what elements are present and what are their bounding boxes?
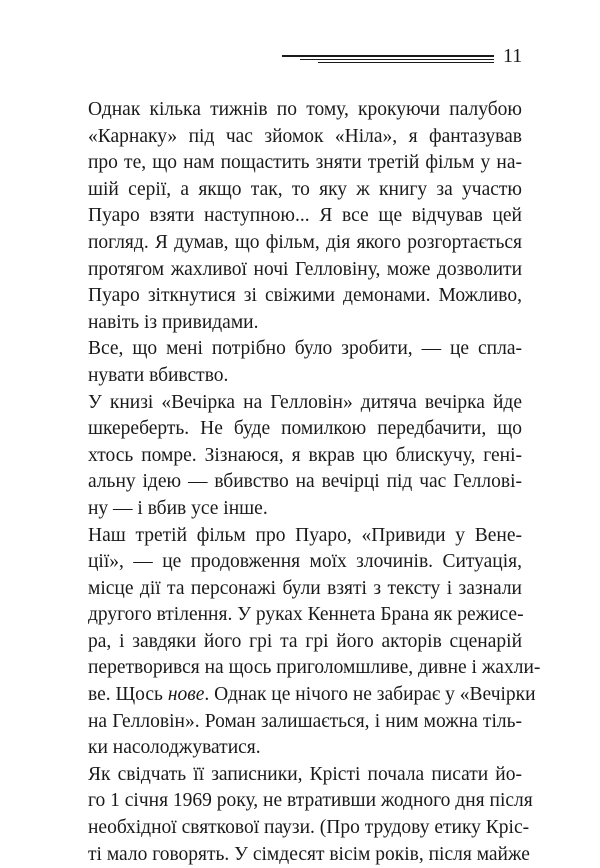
text-line: про те, що нам пощастить зняти третій фільм у на- — [88, 152, 522, 174]
paragraph-5 — [88, 762, 533, 868]
text-line: перетворився на щось приголомшливе, дивне і жахли- — [88, 657, 541, 679]
text-line: на Гелловін». Роман залишається, і ним можна тіль- — [88, 710, 522, 732]
text-line: погляд. Я думав, що фільм, дія якого розгортається — [88, 231, 522, 253]
text-line: шкереберть. Не буде помилкою передбачити, що — [88, 418, 522, 440]
text-line-with-italic — [88, 682, 536, 709]
text-line: Наш третій фільм про Пуаро, «Привиди у Вене- — [88, 524, 522, 546]
page-header — [0, 0, 600, 80]
text-line: ції», — це продовження моїх злочинів. Ситуація, — [88, 551, 522, 573]
text-line: Однак кілька тижнів по тому, крокуючи палубою — [88, 99, 522, 120]
text-line: нувати вбивство. — [88, 364, 229, 386]
page-number: 11 — [503, 45, 523, 67]
paragraph-1 — [88, 97, 522, 336]
text-line: Пуаро зіткнутися зі свіжими демонами. Можливо, — [88, 285, 522, 307]
text-line: Як свідчать її записники, Крісті почала писати йо- — [88, 763, 522, 785]
text-line: У книзі «Вечірка на Гелловін» дитяча вечірка йде — [88, 391, 522, 413]
header-rule-middle — [300, 59, 494, 60]
text-line: необхідної святкової паузи. (Про трудову етику Кріс- — [88, 817, 530, 839]
text-line: альну ідею — вбивство на вечірці під час Гелловi- — [88, 471, 522, 493]
text-line: другого втілення. У руках Кеннета Брана як режисе- — [88, 604, 524, 626]
text-line: ки насолоджуватися. — [88, 737, 261, 759]
header-rule-bottom — [318, 62, 494, 63]
paragraph-3 — [88, 390, 522, 523]
text-line: хтось помре. Зізнаюся, я вкрав цю блискучу, гені- — [88, 444, 522, 466]
paragraph-4 — [88, 523, 541, 762]
paragraph-2 — [88, 336, 522, 389]
text-line: навіть із привидами. — [88, 311, 259, 333]
italic-word: нове — [167, 684, 205, 706]
header-rule-top — [282, 55, 494, 57]
text-line: протягом жахливої ночі Гелловіну, може дозволити — [88, 258, 522, 280]
text-line: го 1 січня 1969 року, не втративши жодного дня після — [88, 790, 533, 812]
text-line: місце дії та персонажі були взяті з тексту і зазнали — [88, 577, 522, 599]
text-line: ну — і вбив усе інше. — [88, 497, 268, 519]
text-line: Все, що мені потрібно було зробити, — це спла- — [88, 338, 522, 360]
text-line: ра, і завдяки його грі та грі його акторів сценарій — [88, 630, 522, 652]
text-line: шій серії, а якщо так, то яку ж книгу за участю — [88, 178, 522, 200]
text-line: Пуаро взяти наступною... Я все ще відчував цей — [88, 205, 522, 227]
text-line: ті мало говорять. У сімдесят вісім років, після майже — [88, 843, 530, 865]
text-segment: ве. Щось — [88, 684, 163, 706]
text-line: «Карнаку» під час зйомок «Ніла», я фантазував — [88, 125, 522, 147]
text-segment: . Однак це нічого не забирає у «Вечірки — [204, 684, 536, 706]
body-text — [88, 97, 541, 868]
